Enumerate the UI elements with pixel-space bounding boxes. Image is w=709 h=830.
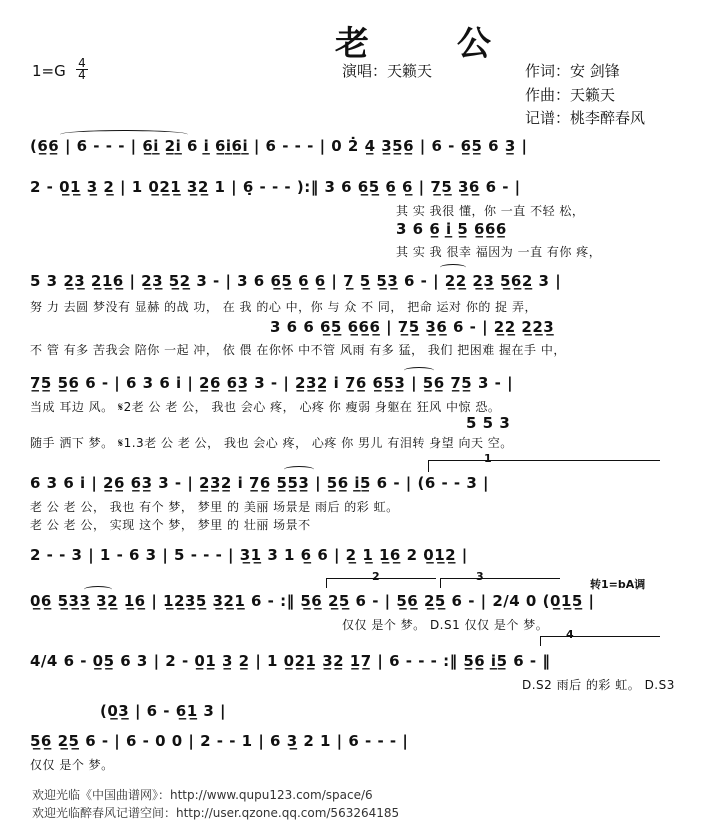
modulation-note: 转1=bA调 (590, 578, 646, 591)
notation-line: 6 3 6 i | 2̲6̲ 6̲3̲ 3 - | 2̲3̲2̲ i 7̲6̲ 5̲5̲3̲ | 5̲6̲ i̲5̲ 6 - | (6 - - 3 | (30, 474, 490, 492)
notation-line: 2 - - 3 | 1 - 6 3 | 5 - - - | 3̲1̲ 3 1 6̲ 6 | 2̲ 1̲ 1̲6̲ 2 0̲1̲2̲ | (30, 546, 468, 564)
volta-bracket-edge (326, 578, 327, 588)
notation-line: 3 6 6̲ i̲ 5̲ 6̲6̲6̲ (396, 220, 507, 238)
lyric-line: 仅仅 是个 梦。 (30, 758, 114, 772)
lyric-line: 其 实 我 很幸 福因为 一直 有你 疼， (396, 245, 602, 259)
volta-bracket (540, 636, 660, 637)
notation-line: 0̲6̲ 5̲3̲3̲ 3̲2̲ 1̲6̲ | 1̲2̲3̲5̲ 3̲2̲1̲ 6 - :‖ 5̲6̲ 2̲5̲ 6 - | 5̲6̲ 2̲5̲ 6 - | 2/4 0 (0̲1̲5̲ | (30, 592, 595, 610)
notation-line: 2 - 0̲1̲ 3̲ 2̲ | 1 0̲2̲1̲ 3̲2̲ 1 | 6̣ - - - ):‖ 3 6 6̲5̲ 6̲ 6̲ | 7̲5̲ 3̲6̲ 6 - | (30, 178, 521, 196)
lyric-line: 努 力 去圆 梦没有 显赫 的战 功， 在 我 的心 中，你 与 众 不 同， 把命 运对 你的 捉 弄， (30, 300, 537, 314)
lyricist-credit: 作词：安 剑锋 (525, 62, 620, 80)
composer-credit: 作曲：天籁天 (525, 86, 616, 104)
tie-slur (284, 466, 314, 473)
notation-line: (0̲3̲ | 6 - 6̲1̲ 3 | (100, 702, 226, 720)
notation-line: 5̲6̲ 2̲5̲ 6 - | 6 - 0 0 | 2 - - 1 | 6 3̲ 2 1 | 6 - - - | (30, 732, 409, 750)
time-signature (76, 58, 88, 81)
volta-bracket-edge (540, 636, 541, 646)
footer-link-line: 欢迎光临醉春风记谱空间：http://user.qzone.qq.com/563264185 (32, 806, 400, 820)
lyric-line: 其 实 我很 懂，你 一直 不轻 松， (396, 204, 585, 218)
lyric-line: 仅仅 是个 梦。 D.S1 仅仅 是个 梦。 (342, 618, 549, 632)
volta-bracket (440, 578, 560, 579)
key-signature: 1=G (32, 62, 66, 80)
volta-bracket-edge (428, 460, 429, 472)
lyric-line: 老 公 老 公， 实现 这个 梦， 梦里 的 壮丽 场景不 (30, 518, 311, 532)
volta-bracket (428, 460, 660, 461)
notation-line: 7̲5̲ 5̲6̲ 6 - | 6 3 6 i | 2̲6̲ 6̲3̲ 3 - | 2̲3̲2̲ i 7̲6̲ 6̲5̲3̲ | 5̲6̲ 7̲5̲ 3 - | (30, 374, 514, 392)
notation-line: 4/4 6 - 0̲5̲ 6 3 | 2 - 0̲1̲ 3̲ 2̲ | 1 0̲2̲1̲ 3̲2̲ 1̲7̲ | 6 - - - :‖ 5̲6̲ i̲5̲ 6 - ‖ (30, 652, 551, 670)
notation-line: 5 5 3 (466, 414, 511, 432)
lyric-line: 当成 耳边 风。 𝄋2老 公 老 公， 我也 会心 疼， 心疼 你 瘦弱 身躯在 狂风 中惊 恐。 (30, 400, 501, 414)
lyric-line: 随手 洒下 梦。 𝄋1.3老 公 老 公， 我也 会心 疼， 心疼 你 男儿 有泪转 身望 向天 空。 (30, 436, 513, 450)
time-bottom: 4 (78, 68, 86, 82)
notation-line: 5 3 2̲3̲ 2̲1̲6̲ | 2̲3̲ 5̲2̲ 3 - | 3 6 6̲5̲ 6̲ 6̲ | 7̲ 5̲ 5̲3̲ 6 - | 2̲2̲ 2̲3̲ 5̲6̲2̲ 3 | (30, 272, 562, 290)
volta-number: 3 (476, 570, 484, 583)
volta-bracket-edge (440, 578, 441, 588)
volta-number: 4 (566, 628, 574, 641)
notation-line: (6̲6̲ | 6 - - - | 6̲i̲ 2̲i̲ 6 i̲ 6̲i̲6̲i̲ | 6 - - - | 0 2̇ 4̲ 3̲5̲6̲ | 6 - 6̲5̲ 6 3̲ | (30, 137, 528, 155)
notation-line: 3 6 6 6̲5̲ 6̲6̲6̲ | 7̲5̲ 3̲6̲ 6 - | 2̲2̲ 2̲2̲3̲ (270, 318, 555, 336)
tie-slur (404, 367, 434, 374)
time-top: 4 (76, 58, 88, 70)
lyric-line: D.S2 雨后 的彩 虹。 D.S3 (522, 678, 675, 692)
lyric-line: 老 公 老 公， 我也 有个 梦， 梦里 的 美丽 场景是 雨后 的彩 虹。 (30, 500, 399, 514)
volta-bracket (326, 578, 436, 579)
song-title: 老 公 (335, 24, 529, 64)
footer-link-line: 欢迎光临《中国曲谱网》：http://www.qupu123.com/space/6 (32, 788, 373, 802)
singer-credit: 演唱：天籁天 (342, 62, 433, 80)
volta-number: 2 (372, 570, 380, 583)
transcriber-credit: 记谱：桃李醉春风 (525, 109, 646, 127)
volta-number: 1 (484, 452, 492, 465)
tie-slur (440, 264, 466, 271)
lyric-line: 不 管 有多 苦我会 陪你 一起 冲， 依 偎 在你怀 中不管 风雨 有多 猛， 我们 把困难 握在手 中， (30, 343, 566, 357)
